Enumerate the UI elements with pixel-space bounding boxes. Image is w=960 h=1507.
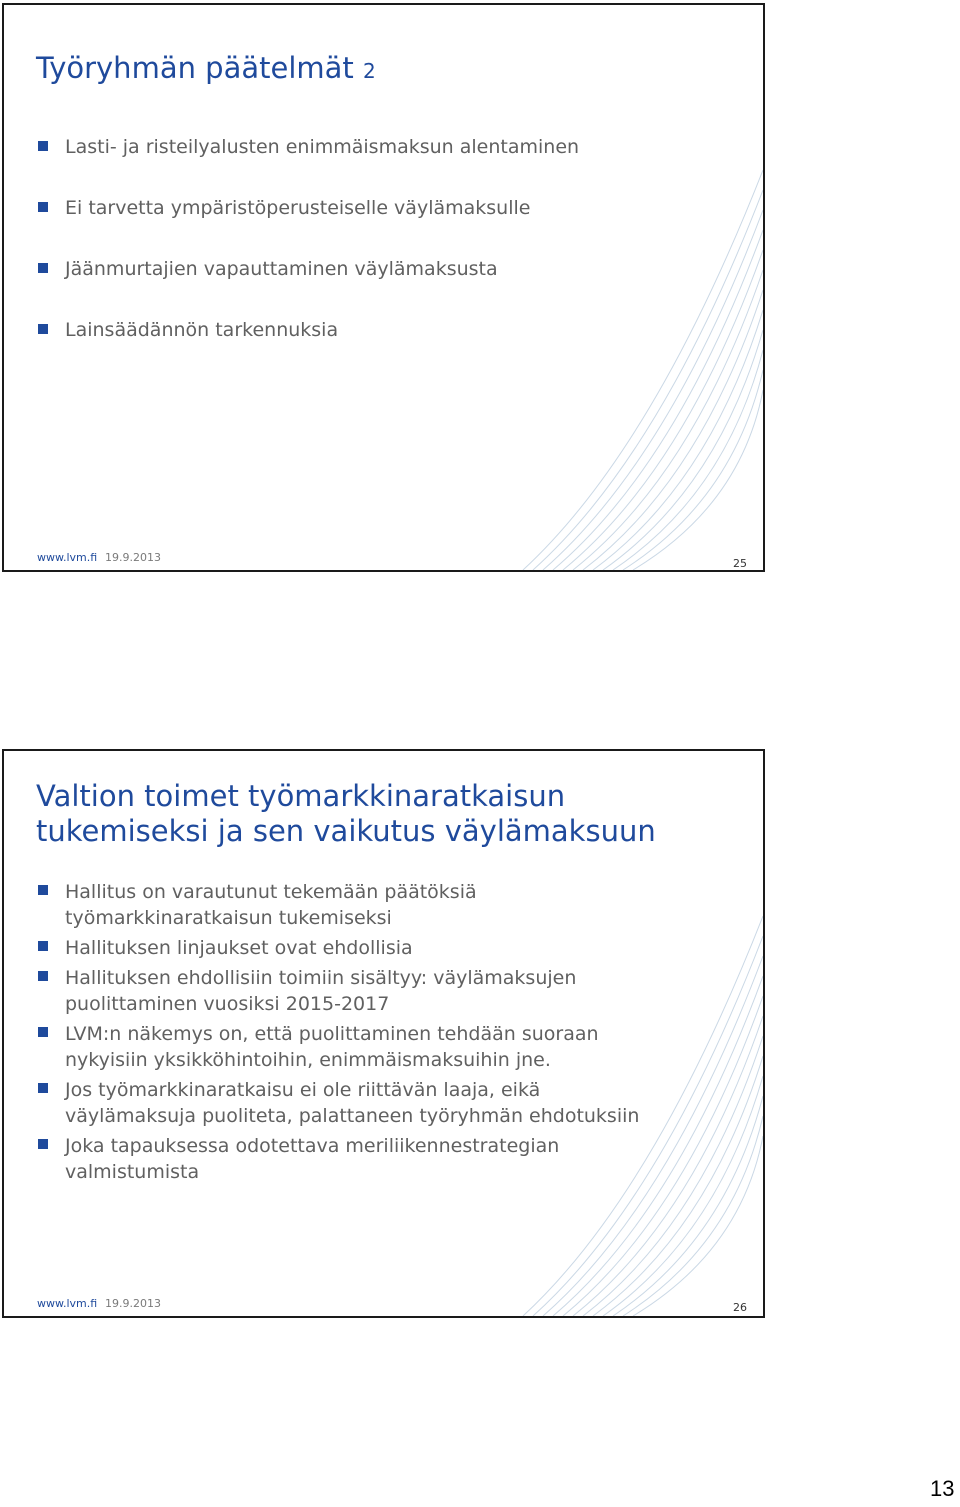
footer-url: www.lvm.fi [37,551,98,564]
bullet-item: Hallitus on varautunut tekemään päätöksiä työmarkkinaratkaisun tukemiseksi [38,879,639,931]
slide-number: 26 [733,1301,747,1314]
bullet-list [38,135,579,379]
bullet-item: Jäänmurtajien vapauttaminen väylämaksusta [38,257,579,281]
page-number: 13 [930,1476,955,1501]
footer-date: 19.9.2013 [105,1297,161,1310]
bullet-list [38,879,639,1189]
slide-title: Työryhmän päätelmät 2 [36,51,376,85]
bullet-item: LVM:n näkemys on, että puolittaminen tehdään suoraan nykyisiin yksikköhintoihin, enimmäismaksuihin jne. [38,1021,639,1073]
bullet-item: Hallituksen ehdollisiin toimiin sisältyy: väylämaksujen puolittaminen vuosiksi 2015-2017 [38,965,639,1017]
bullet-item: Jos työmarkkinaratkaisu ei ole riittävän laaja, eikä väylämaksuja puoliteta, palattaneen työryhmän ehdotuksiin [38,1077,639,1129]
slide-title: Valtion toimet työmarkkinaratkaisun tukemiseksi ja sen vaikutus väylämaksuun [36,779,656,848]
bullet-item: Lainsäädännön tarkennuksia [38,318,579,342]
bullet-item: Ei tarvetta ympäristöperusteiselle väylämaksulle [38,196,579,220]
footer-url: www.lvm.fi [37,1297,98,1310]
footer-date: 19.9.2013 [105,551,161,564]
bullet-item: Lasti- ja risteilyalusten enimmäismaksun alentaminen [38,135,579,159]
slide-number: 25 [733,557,747,570]
slide-26 [2,749,765,1318]
bullet-item: Hallituksen linjaukset ovat ehdollisia [38,935,639,961]
bullet-item: Joka tapauksessa odotettava meriliikennestrategian valmistumista [38,1133,639,1185]
slide-25 [2,3,765,572]
